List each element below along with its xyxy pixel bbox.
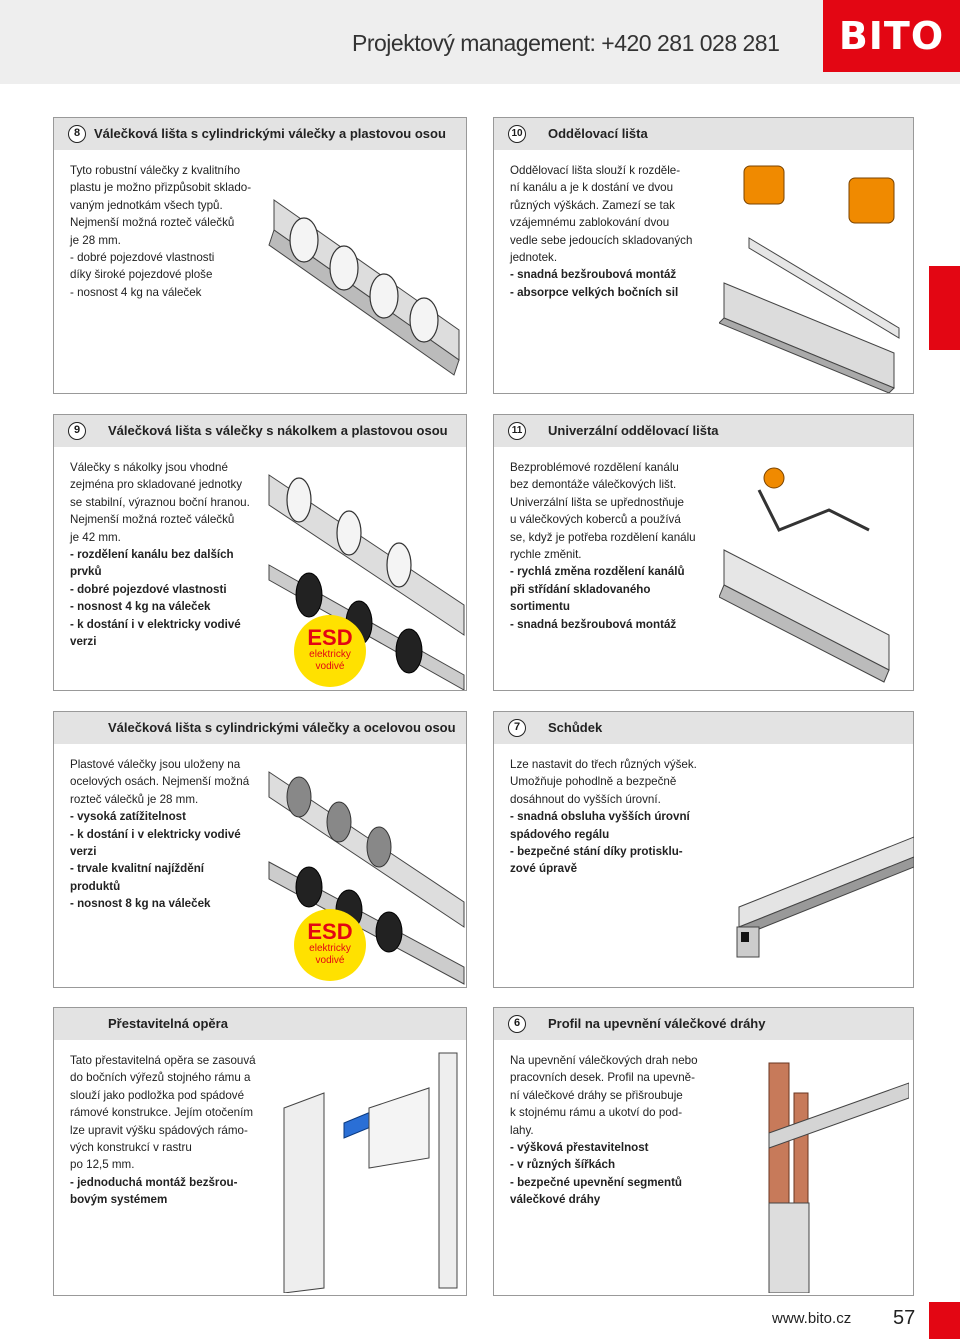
panel-8 [53, 117, 467, 394]
esd-badge [294, 909, 366, 981]
bullet-line: zové úpravě [510, 862, 578, 876]
divider-rail-illustration [719, 158, 914, 393]
esd-badge [294, 615, 366, 687]
text-line: Válečky s nákolky jsou vhodné [70, 461, 228, 474]
bullet-line: - dobré pojezdové vlastnosti [70, 582, 227, 596]
esd-sublabel: vodivé [315, 661, 345, 672]
text-line: bez demontáže válečkových lišt. [510, 478, 677, 492]
text-line: do bočních výřezů stojného rámu a [70, 1071, 251, 1085]
text-line: se, když je potřeba rozdělení kanálu [510, 530, 696, 544]
panel-9 [53, 414, 467, 691]
esd-label: ESD [307, 625, 353, 650]
panel-title: Univerzální oddělovací lišta [548, 423, 719, 438]
bullet-line: - snadná bezšroubová montáž [510, 268, 677, 282]
text-line: k stojnému rámu a ukotví do pod- [510, 1106, 683, 1120]
page-number: 57 [893, 1307, 916, 1329]
step-illustration [729, 832, 914, 982]
esd-sublabel: elektricky [309, 943, 351, 954]
text-line: vaným jednotkám všech typů. [70, 198, 223, 212]
panel-title: Válečková lišta s cylindrickými válečky a plastovou osou [94, 126, 446, 141]
panel-header [494, 415, 913, 447]
bullet-line: - bezpečné stání díky protisklu- [510, 845, 683, 859]
bullet-line: spádového regálu [510, 827, 610, 841]
roller-track-mount-profile-illustration [739, 1053, 909, 1293]
text-line: slouží jako podložka pod spádové [70, 1088, 245, 1102]
panel-text [70, 459, 250, 650]
text-line: po 12,5 mm. [70, 1158, 135, 1172]
bullet-line: při střídání skladovaného [510, 582, 651, 596]
panel-header [54, 1008, 466, 1040]
bullet-line: - bezpečné upevnění segmentů [510, 1175, 683, 1189]
text-line: rozteč válečků je 28 mm. [70, 792, 199, 806]
esd-sublabel: elektricky [309, 649, 351, 660]
text-line: Nejmenší možná rozteč válečků [70, 216, 235, 230]
text-line: lahy. [510, 1123, 534, 1137]
panel-header [54, 712, 466, 744]
panel-steel-axle-track [53, 711, 467, 988]
bullet-line: - absorpce velkých bočních sil [510, 285, 679, 299]
bullet-line: - jednoduchá montáž bezšrou- [70, 1175, 238, 1189]
text-line: je 42 mm. [70, 530, 121, 544]
text-line: plastu je možno přizpůsobit sklado- [70, 181, 252, 195]
text-line: Nejmenší možná rozteč válečků [70, 513, 235, 527]
text-line: Univerzální lišta se upřednostňuje [510, 495, 685, 509]
bullet-line: - rozdělení kanálu bez dalších [70, 548, 234, 562]
text-line: se stabilní, výraznou boční hranou. [70, 495, 250, 509]
page-header [0, 0, 960, 84]
text-line: Tato přestavitelná opěra se zasouvá [70, 1054, 256, 1067]
text-line: Tyto robustní válečky z kvalitního [70, 164, 241, 177]
text-line: Umožňuje pohodlně a bezpečně [510, 775, 677, 789]
bullet-line: - k dostání i v elektricky vodivé [70, 617, 241, 631]
number-badge: 8 [68, 125, 86, 143]
bullet-line: verzi [70, 635, 97, 649]
panel-text [70, 756, 249, 913]
bullet-line: sortimentu [510, 600, 570, 614]
text-line: je 28 mm. [70, 233, 121, 247]
bullet-line: produktů [70, 879, 121, 893]
text-line: lze upravit výšku spádových rámo- [70, 1123, 248, 1137]
text-line: dosáhnout do vyšších úrovní. [510, 792, 661, 806]
panel-header [54, 415, 466, 447]
text-line: ní kanálu a je k dostání ve dvou [510, 181, 674, 195]
bullet-line: - nosnost 4 kg na váleček [70, 600, 211, 614]
bullet-line: - snadná bezšroubová montáž [510, 617, 677, 631]
bullet-line: - snadná obsluha vyšších úrovní [510, 810, 690, 824]
text-line: rychle změnit. [510, 548, 582, 562]
text-line: vedle sebe jedoucích skladovaných [510, 233, 693, 247]
panel-header [494, 1008, 913, 1040]
text-line: rámové konstrukce. Jejím otočením [70, 1106, 253, 1120]
panel-title: Válečková lišta s cylindrickými válečky a ocelovou osou [108, 720, 456, 735]
panel-7 [493, 711, 914, 988]
bullet-line: - nosnost 8 kg na váleček [70, 897, 211, 911]
panel-text [70, 1052, 256, 1209]
number-badge: 11 [508, 422, 526, 440]
bullet-line: - dobré pojezdové vlastnosti [70, 251, 215, 265]
bullet-line: válečkové dráhy [510, 1193, 601, 1207]
panel-text [510, 756, 697, 878]
side-tab-red [929, 1302, 960, 1339]
bullet-line: bovým systémem [70, 1193, 168, 1207]
bito-logo: BITO [823, 0, 960, 72]
panel-11 [493, 414, 914, 691]
text-line: Oddělovací lišta slouží k rozděle- [510, 164, 681, 177]
panel-header [54, 118, 466, 150]
bullet-line: - rychlá změna rozdělení kanálů [510, 565, 685, 579]
text-line: jednotek. [510, 251, 558, 265]
header-title: Projektový management: +420 281 028 281 [352, 30, 780, 56]
panel-title: Oddělovací lišta [548, 126, 648, 141]
bullet-line: verzi [70, 845, 97, 859]
esd-label: ESD [307, 919, 353, 944]
number-badge: 10 [508, 125, 526, 143]
panel-6 [493, 1007, 914, 1296]
bullet-line: - vysoká zatížitelnost [70, 810, 186, 824]
text-line: Bezproblémové rozdělení kanálu [510, 461, 679, 474]
text-line: Lze nastavit do třech různých výšek. [510, 758, 697, 771]
bullet-line: - trvale kvalitní najíždění [70, 862, 205, 876]
side-tab-red [929, 266, 960, 350]
panel-text [510, 162, 692, 301]
text-line: různých výškách. Zamezí se tak [510, 198, 675, 212]
text-line: ocelových osách. Nejmenší možná [70, 775, 250, 789]
text-line: vých konstrukcí v rastru [70, 1141, 192, 1155]
panel-text [510, 1052, 698, 1209]
panel-10 [493, 117, 914, 394]
text-line: Plastové válečky jsou uloženy na [70, 758, 241, 771]
panel-title: Schůdek [548, 720, 603, 735]
text-line: Na upevnění válečkových drah nebo [510, 1054, 698, 1067]
panel-text [510, 459, 696, 633]
universal-divider-illustration [719, 460, 914, 690]
panel-header [494, 712, 913, 744]
number-badge: 7 [508, 719, 526, 737]
bullet-line: díky široké pojezdové ploše [70, 268, 213, 282]
bullet-line: prvků [70, 565, 102, 579]
adjustable-support-illustration [279, 1048, 464, 1293]
panel-title: Profil na upevnění válečkové dráhy [548, 1016, 766, 1031]
text-line: u válečkových koberců a používá [510, 513, 681, 527]
bullet-line: - v různých šířkách [510, 1158, 616, 1172]
panel-adjustable-support [53, 1007, 467, 1296]
text-line: pracovních desek. Profil na upevně- [510, 1071, 695, 1085]
footer-url[interactable]: www.bito.cz [772, 1310, 852, 1327]
panel-title: Přestavitelná opěra [108, 1016, 228, 1031]
bullet-line: - k dostání i v elektricky vodivé [70, 827, 241, 841]
bullet-line: - nosnost 4 kg na váleček [70, 285, 202, 299]
text-line: ní válečkové dráhy se přišroubuje [510, 1088, 683, 1102]
panel-header [494, 118, 913, 150]
number-badge: 6 [508, 1015, 526, 1033]
esd-sublabel: vodivé [315, 955, 345, 966]
text-line: vzájemnému zablokování dvou [510, 216, 670, 230]
panel-text [70, 162, 251, 301]
text-line: zejména pro skladované jednotky [70, 478, 243, 492]
bullet-line: - výšková přestavitelnost [510, 1141, 649, 1155]
roller-track-illustration [264, 180, 464, 380]
number-badge: 9 [68, 422, 86, 440]
panel-title: Válečková lišta s válečky s nákolkem a plastovou osou [108, 423, 448, 438]
